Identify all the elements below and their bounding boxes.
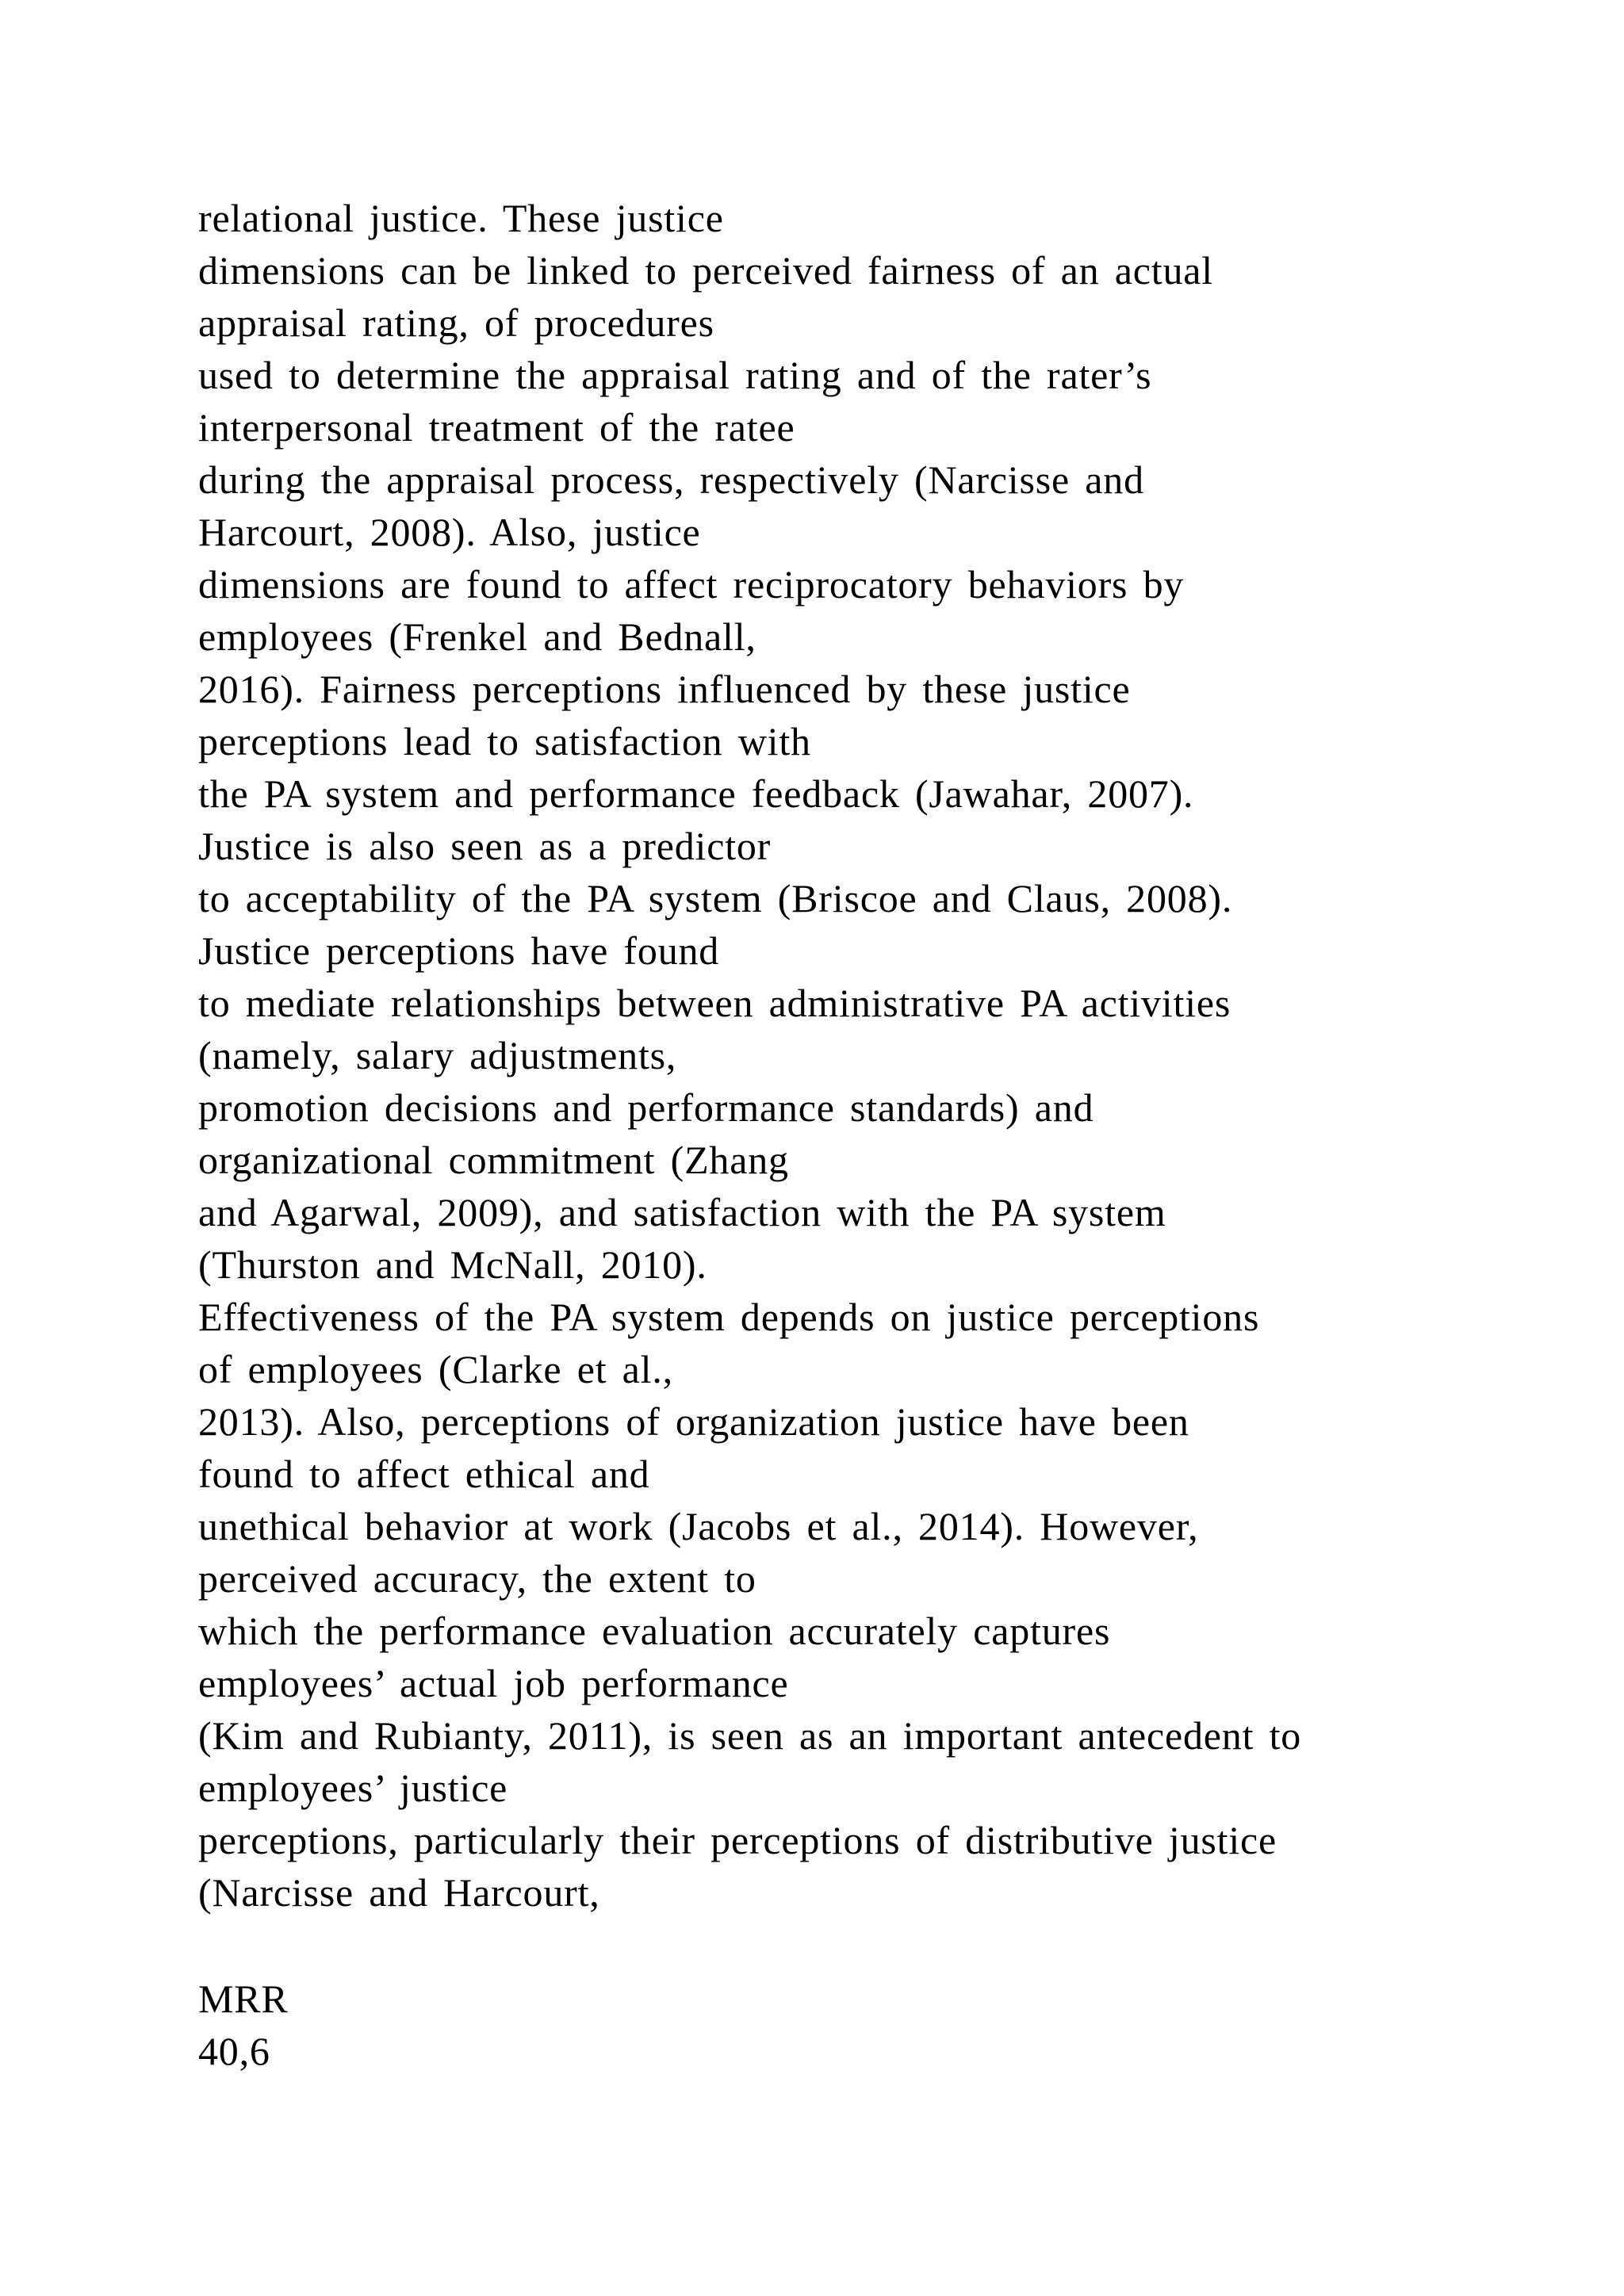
text-line: of employees (Clarke et al., [198,1347,673,1391]
text-line: 2016). Fairness perceptions influenced by these justice [198,667,1131,711]
text-line: during the appraisal process, respectively (Narcisse and [198,457,1144,502]
text-line: found to affect ethical and [198,1452,650,1496]
text-line: Effectiveness of the PA system depends on justice perceptions [198,1295,1260,1339]
text-line: which the performance evaluation accurately captures [198,1609,1111,1653]
text-line: and Agarwal, 2009), and satisfaction with the PA system [198,1190,1166,1234]
body-paragraph [198,192,1546,1919]
text-line: (Thurston and McNall, 2010). [198,1242,707,1287]
volume-issue: 40,6 [198,2029,270,2073]
text-line: interpersonal treatment of the ratee [198,405,795,450]
text-line: organizational commitment (Zhang [198,1138,789,1182]
journal-footer [198,1973,289,2077]
text-line: dimensions can be linked to perceived fairness of an actual [198,248,1213,293]
text-line: to acceptability of the PA system (Briscoe and Claus, 2008). [198,876,1233,920]
text-line: perceptions lead to satisfaction with [198,719,811,763]
text-line: employees’ justice [198,1766,508,1810]
text-line: Justice perceptions have found [198,928,720,973]
text-line: perceived accuracy, the extent to [198,1556,756,1601]
text-line: employees (Frenkel and Bednall, [198,614,756,659]
text-line: to mediate relationships between administrative PA activities [198,981,1231,1025]
text-line: unethical behavior at work (Jacobs et al., 2014). However, [198,1504,1199,1548]
text-line: Justice is also seen as a predictor [198,824,772,868]
text-line: Harcourt, 2008). Also, justice [198,510,701,554]
text-line: the PA system and performance feedback (Jawahar, 2007). [198,771,1194,816]
text-line: appraisal rating, of procedures [198,300,714,345]
text-line: used to determine the appraisal rating and of the rater’s [198,353,1152,397]
text-line: (Narcisse and Harcourt, [198,1870,600,1915]
text-line: dimensions are found to affect reciprocatory behaviors by [198,562,1185,607]
text-line: (namely, salary adjustments, [198,1033,677,1077]
text-line: relational justice. These justice [198,196,724,240]
text-line: (Kim and Rubianty, 2011), is seen as an important antecedent to [198,1713,1302,1758]
text-line: promotion decisions and performance standards) and [198,1085,1094,1130]
journal-abbreviation: MRR [198,1976,289,2021]
text-line: employees’ actual job performance [198,1661,789,1705]
text-line: 2013). Also, perceptions of organization justice have been [198,1399,1189,1444]
text-line: perceptions, particularly their perceptions of distributive justice [198,1818,1277,1862]
